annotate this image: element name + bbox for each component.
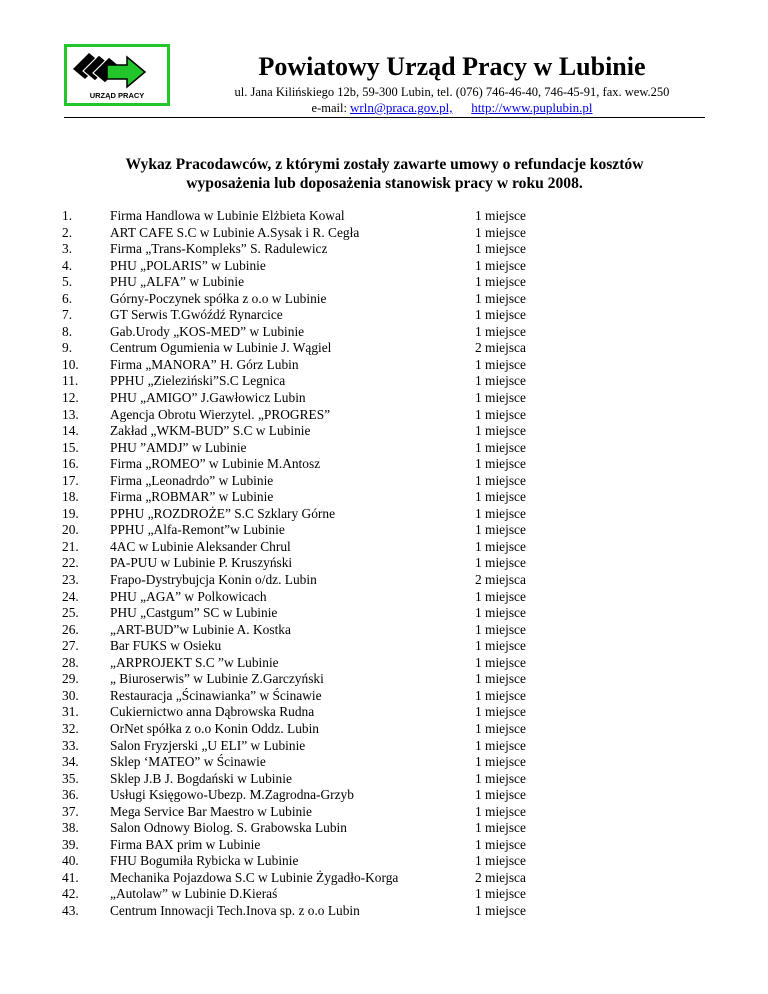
list-item	[62, 738, 712, 755]
employer-number: 14.	[62, 423, 79, 439]
employer-number: 7.	[62, 307, 73, 323]
employer-number: 35.	[62, 770, 79, 786]
list-item	[62, 820, 712, 837]
employer-name: Gab.Urody „KOS-MED” w Lubinie	[110, 323, 305, 339]
employer-places: 2 miejsca	[475, 340, 526, 356]
list-item	[62, 423, 712, 440]
employer-places: 1 miejsce	[475, 489, 526, 505]
employer-name: PHU „POLARIS” w Lubinie	[110, 257, 266, 273]
employer-number: 1.	[62, 208, 73, 223]
employer-name: 4AC w Lubinie Aleksander Chrul	[110, 538, 291, 554]
employer-name: „ Biuroserwis” w Lubinie Z.Garczyński	[110, 671, 324, 687]
employer-number: 27.	[62, 638, 79, 654]
employer-name: Firma „ROBMAR” w Lubinie	[110, 489, 274, 505]
employer-number: 39.	[62, 836, 79, 852]
email-link[interactable]: wrln@praca.gov.pl,	[350, 100, 453, 115]
list-item	[62, 506, 712, 523]
list-item	[62, 473, 712, 490]
list-item	[62, 456, 712, 473]
employer-number: 25.	[62, 605, 79, 621]
employer-number: 28.	[62, 654, 79, 670]
employer-places: 1 miejsce	[475, 638, 526, 654]
list-item	[62, 307, 712, 324]
employer-places: 1 miejsce	[475, 588, 526, 604]
employer-number: 36.	[62, 787, 79, 803]
list-item	[62, 837, 712, 854]
employer-places: 1 miejsce	[475, 257, 526, 273]
employer-number: 33.	[62, 737, 79, 753]
employer-number: 16.	[62, 456, 79, 472]
employer-places: 1 miejsce	[475, 671, 526, 687]
employer-places: 1 miejsce	[475, 737, 526, 753]
employer-places: 1 miejsce	[475, 307, 526, 323]
employer-name: Frapo-Dystrybujcja Konin o/dz. Lubin	[110, 572, 317, 588]
heading-line-2: wyposażenia lub doposażenia stanowisk pracy w roku 2008.	[186, 175, 583, 192]
employer-places: 1 miejsce	[475, 803, 526, 819]
employer-places: 1 miejsce	[475, 505, 526, 521]
employer-places: 1 miejsce	[475, 406, 526, 422]
list-item	[62, 373, 712, 390]
employer-places: 1 miejsce	[475, 472, 526, 488]
list-item	[62, 589, 712, 606]
employer-places: 1 miejsce	[475, 836, 526, 852]
list-item	[62, 539, 712, 556]
employer-number: 20.	[62, 522, 79, 538]
employer-places: 1 miejsce	[475, 687, 526, 703]
employer-places: 1 miejsce	[475, 654, 526, 670]
employer-name: Agencja Obrotu Wierzytel. „PROGRES”	[110, 406, 331, 422]
list-item	[62, 489, 712, 506]
employer-name: PHU „ALFA” w Lubinie	[110, 274, 245, 290]
employer-number: 8.	[62, 323, 73, 339]
employer-places: 1 miejsce	[475, 274, 526, 290]
employer-number: 41.	[62, 869, 79, 885]
employer-number: 12.	[62, 390, 79, 406]
employer-number: 34.	[62, 754, 79, 770]
employer-places: 1 miejsce	[475, 820, 526, 836]
employer-name: Zakład „WKM-BUD” S.C w Lubinie	[110, 423, 311, 439]
employer-name: Sklep ‘MATEO” w Ścinawie	[110, 754, 266, 770]
employer-name: Mega Service Bar Maestro w Lubinie	[110, 803, 312, 819]
employer-places: 1 miejsce	[475, 787, 526, 803]
employer-number: 4.	[62, 257, 73, 273]
employer-number: 31.	[62, 704, 79, 720]
employer-name: „ART-BUD”w Lubinie A. Kostka	[110, 621, 291, 637]
employer-number: 5.	[62, 274, 73, 290]
heading-line-1: Wykaz Pracodawców, z którymi zostały zawarte umowy o refundacje kosztów	[125, 156, 644, 173]
employer-places: 1 miejsce	[475, 886, 526, 902]
employer-places: 1 miejsce	[475, 538, 526, 554]
list-item	[62, 903, 712, 920]
employer-places: 1 miejsce	[475, 605, 526, 621]
list-item	[62, 407, 712, 424]
list-item	[62, 324, 712, 341]
employer-places: 1 miejsce	[475, 456, 526, 472]
employer-name: Centrum Ogumienia w Lubinie J. Wągiel	[110, 340, 332, 356]
list-item	[62, 241, 712, 258]
employer-name: Usługi Księgowo-Ubezp. M.Zagrodna-Grzyb	[110, 787, 354, 803]
employer-name: Firma „MANORA” H. Górz Lubin	[110, 356, 299, 372]
list-item	[62, 721, 712, 738]
employer-number: 29.	[62, 671, 79, 687]
employer-name: Bar FUKS w Osieku	[110, 638, 222, 654]
employer-name: PPHU „Zieleziński”S.C Legnica	[110, 373, 286, 389]
employer-number: 42.	[62, 886, 79, 902]
employer-name: Firma BAX prim w Lubinie	[110, 836, 261, 852]
list-item	[62, 886, 712, 903]
employer-places: 1 miejsce	[475, 224, 526, 240]
employer-name: Firma „ROMEO” w Lubinie M.Antosz	[110, 456, 321, 472]
employer-number: 37.	[62, 803, 79, 819]
employer-name: Salon Odnowy Biolog. S. Grabowska Lubin	[110, 820, 347, 836]
employer-places: 1 miejsce	[475, 356, 526, 372]
employer-number: 10.	[62, 356, 79, 372]
employer-name: PHU ”AMDJ” w Lubinie	[110, 439, 247, 455]
employer-places: 1 miejsce	[475, 390, 526, 406]
list-item	[62, 787, 712, 804]
employer-number: 43.	[62, 902, 79, 918]
list-item	[62, 208, 712, 225]
employer-name: PA-PUU w Lubinie P. Kruszyński	[110, 555, 293, 571]
employer-number: 23.	[62, 572, 79, 588]
employer-places: 1 miejsce	[475, 621, 526, 637]
employer-name: Salon Fryzjerski „U ELI” w Lubinie	[110, 737, 306, 753]
employer-number: 22.	[62, 555, 79, 571]
employer-places: 2 miejsca	[475, 572, 526, 588]
list-item	[62, 804, 712, 821]
employer-name: Restauracja „Ścinawianka” w Ścinawie	[110, 687, 322, 703]
employer-number: 17.	[62, 472, 79, 488]
employer-places: 2 miejsca	[475, 869, 526, 885]
employer-number: 32.	[62, 720, 79, 736]
list-item	[62, 291, 712, 308]
list-item	[62, 258, 712, 275]
employer-name: PPHU „ROZDROŻE” S.C Szklary Górne	[110, 505, 336, 521]
employer-name: Firma „Trans-Kompleks” S. Radulewicz	[110, 241, 328, 257]
employer-places: 1 miejsce	[475, 902, 526, 918]
employer-number: 21.	[62, 538, 79, 554]
employer-places: 1 miejsce	[475, 704, 526, 720]
employer-places: 1 miejsce	[475, 522, 526, 538]
employer-number: 18.	[62, 489, 79, 505]
employer-name: Firma Handlowa w Lubinie Elżbieta Kowal	[110, 208, 345, 223]
employer-places: 1 miejsce	[475, 208, 526, 223]
employer-name: Centrum Innowacji Tech.Inova sp. z o.o Lubin	[110, 902, 360, 918]
list-item	[62, 340, 712, 357]
employer-places: 1 miejsce	[475, 439, 526, 455]
employer-number: 40.	[62, 853, 79, 869]
list-item	[62, 605, 712, 622]
employer-name: Sklep J.B J. Bogdański w Lubinie	[110, 770, 292, 786]
list-item	[62, 671, 712, 688]
employer-name: OrNet spółka z o.o Konin Oddz. Lubin	[110, 720, 320, 736]
employer-places: 1 miejsce	[475, 323, 526, 339]
employer-number: 19.	[62, 505, 79, 521]
employer-number: 11.	[62, 373, 79, 389]
employer-name: Firma „Leonadrdo” w Lubinie	[110, 472, 274, 488]
employer-number: 3.	[62, 241, 73, 257]
list-item	[62, 274, 712, 291]
list-item	[62, 870, 712, 887]
list-item	[62, 440, 712, 457]
list-item	[62, 754, 712, 771]
employer-places: 1 miejsce	[475, 241, 526, 257]
employer-name: PHU „AMIGO” J.Gawłowicz Lubin	[110, 390, 306, 406]
employer-name: GT Serwis T.Gwóźdź Rynarcice	[110, 307, 283, 323]
list-item	[62, 555, 712, 572]
employer-places: 1 miejsce	[475, 754, 526, 770]
employer-places: 1 miejsce	[475, 853, 526, 869]
employer-places: 1 miejsce	[475, 373, 526, 389]
document-heading	[64, 155, 705, 193]
employer-name: „Autolaw” w Lubinie D.Kieraś	[110, 886, 278, 902]
employer-name: ART CAFE S.C w Lubinie A.Sysak i R. Cegła	[110, 224, 360, 240]
list-item	[62, 688, 712, 705]
list-item	[62, 225, 712, 242]
list-item	[62, 704, 712, 721]
employer-number: 2.	[62, 224, 73, 240]
employer-name: FHU Bogumiła Rybicka w Lubinie	[110, 853, 299, 869]
contact-line	[192, 100, 712, 116]
employer-name: PHU „AGA” w Polkowicach	[110, 588, 267, 604]
email-label: e-mail:	[311, 101, 347, 115]
address-line: ul. Jana Kilińskiego 12b, 59-300 Lubin, tel. (076) 746-46-40, 746-45-91, fax. wew.250	[234, 85, 670, 99]
employer-places: 1 miejsce	[475, 770, 526, 786]
employer-number: 15.	[62, 439, 79, 455]
employer-number: 24.	[62, 588, 79, 604]
employer-places: 1 miejsce	[475, 720, 526, 736]
employer-places: 1 miejsce	[475, 290, 526, 306]
employer-number: 9.	[62, 340, 73, 356]
list-item	[62, 638, 712, 655]
employer-places: 1 miejsce	[475, 555, 526, 571]
logo	[64, 44, 170, 106]
list-item	[62, 622, 712, 639]
employer-number: 26.	[62, 621, 79, 637]
list-item	[62, 572, 712, 589]
employer-places: 1 miejsce	[475, 423, 526, 439]
employer-number: 13.	[62, 406, 79, 422]
list-item	[62, 853, 712, 870]
list-item	[62, 655, 712, 672]
list-item	[62, 357, 712, 374]
header-divider	[64, 117, 705, 118]
list-item	[62, 390, 712, 407]
employer-name: PHU „Castgum” SC w Lubinie	[110, 605, 278, 621]
employer-number: 38.	[62, 820, 79, 836]
employer-number: 30.	[62, 687, 79, 703]
employer-list	[62, 208, 712, 920]
employer-number: 6.	[62, 290, 73, 306]
employer-name: PPHU „Alfa-Remont”w Lubinie	[110, 522, 285, 538]
employer-name: Mechanika Pojazdowa S.C w Lubinie Żygadło-Korga	[110, 869, 399, 885]
list-item	[62, 522, 712, 539]
logo-text: URZĄD PRACY	[89, 91, 145, 100]
page-title: Powiatowy Urząd Pracy w Lubinie	[258, 52, 646, 81]
employer-name: Górny-Poczynek spółka z o.o w Lubinie	[110, 290, 327, 306]
list-item	[62, 771, 712, 788]
website-link[interactable]: http://www.puplubin.pl	[471, 100, 593, 115]
employer-name: „ARPROJEKT S.C ”w Lubinie	[110, 654, 279, 670]
employer-name: Cukiernictwo anna Dąbrowska Rudna	[110, 704, 315, 720]
